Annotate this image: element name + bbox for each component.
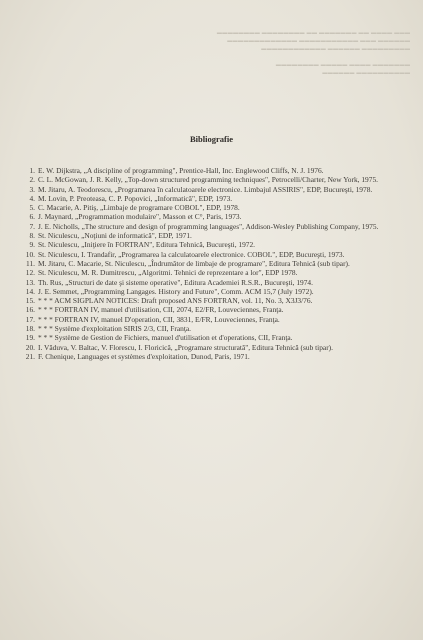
- reference-item: [18, 222, 410, 231]
- reference-text: Th. Rus, „Structuri de date şi sisteme operative", Editura Academiei R.S.R., Bucureşti, 1974.: [38, 277, 313, 287]
- reference-number: 17.: [25, 314, 35, 324]
- reference-text: St. Niculescu, „Noţiuni de informatică", EDP, 1971.: [38, 231, 192, 241]
- reference-number: 8.: [29, 231, 35, 241]
- reference-number: 3.: [29, 184, 35, 194]
- reference-text: J. Maynard, „Programmation modulaire", Masson et C°, Paris, 1973.: [38, 212, 242, 222]
- reference-number: 16.: [25, 305, 35, 315]
- reference-text: E. W. Dijkstra, „A discipline of programming", Prentice-Hall, Inc. Englewood Cliffs, N. J. 1976.: [38, 166, 324, 175]
- reference-number: 2.: [29, 175, 35, 185]
- reference-item: [18, 287, 410, 296]
- reference-text: St. Niculescu, „Iniţiere în FORTRAN", Editura Tehnică, Bucureşti, 1972.: [38, 240, 256, 250]
- reference-number: 20.: [25, 342, 35, 352]
- reference-number: 1.: [29, 166, 35, 175]
- reference-item: [18, 352, 410, 361]
- reference-text: * * * ACM SIGPLAN NOTICES: Draft proposed ANS FORTRAN, vol. 11, No. 3, X3J3/76.: [38, 296, 313, 306]
- reference-item: [18, 203, 410, 212]
- reference-text: M. Jitaru, A. Teodorescu, „Programarea în calculatoarele electronice. Limbajul ASSIRIS", EDP, Bucureşti, 1978.: [38, 184, 373, 194]
- reference-item: [18, 240, 410, 249]
- reference-text: J. E. Nicholls, „The structure and design of programming languages", Addison-Wesley Publishing Company, 1975.: [38, 221, 379, 231]
- reference-number: 19.: [25, 333, 35, 343]
- reference-text: M. Lovin, P. Preoteasa, C. P. Popovici, „Informatică", EDP, 1973.: [38, 193, 233, 203]
- reference-text: M. Jitaru, C. Macarie, St. Niculescu, „Îndrumător de limbaje de programare", Editura Tehnică (sub tipar).: [38, 258, 350, 268]
- reference-number: 7.: [29, 221, 35, 231]
- reference-number: 18.: [25, 324, 35, 334]
- reference-number: 10.: [25, 249, 35, 259]
- reference-item: [18, 315, 410, 324]
- reference-number: 9.: [29, 240, 35, 250]
- reference-text: * * * FORTRAN IV, manuel d'utilisation, CII, 2074, E2/FR, Louveciennes, Franţa.: [38, 305, 284, 315]
- reference-number: 4.: [29, 193, 35, 203]
- reference-text: St. Niculescu, M. R. Dumitrescu, „Algoritmi. Tehnici de reprezentare a lor", EDP 1978.: [38, 268, 298, 278]
- reference-item: [18, 166, 410, 175]
- bibliography-heading: Bibliografie: [190, 134, 233, 144]
- reference-item: [18, 250, 410, 259]
- reference-item: [18, 212, 410, 221]
- reference-text: * * * FORTRAN IV, manuel D'operation, CII, 3831, E/FR, Louveciennes, Franţa.: [38, 314, 280, 324]
- reference-item: [18, 175, 410, 184]
- reference-text: C. Macarie, A. Pitiş, „Limbaje de programare COBOL", EDP, 1978.: [38, 203, 240, 213]
- reference-item: [18, 194, 410, 203]
- reference-number: 11.: [26, 258, 35, 268]
- reference-item: [18, 278, 410, 287]
- reference-list: [18, 166, 410, 361]
- reference-number: 12.: [25, 268, 35, 278]
- show-through-text: ▬▬▬ ▬▬▬▬ ▬▬ ▬▬▬▬▬▬▬ ▬▬ ▬▬▬▬▬▬▬▬ ▬▬▬▬▬▬▬▬ ▬▬▬▬▬▬ ▬▬▬ ▬▬▬▬▬▬▬▬▬▬▬ ▬▬▬▬▬▬▬▬▬▬▬▬▬ ▬▬▬▬▬▬▬▬▬ ▬▬▬▬▬▬ ▬▬▬▬▬▬▬▬▬▬▬▬ ▬▬▬▬▬▬▬ ▬▬▬▬ ▬▬▬▬▬ ▬▬▬▬▬▬▬▬ ▬▬▬▬▬▬▬▬▬▬ ▬▬▬▬▬▬: [216, 31, 410, 76]
- reference-text: F. Chenique, Languages et systèmes d'exploitation, Dunod, Paris, 1971.: [38, 351, 250, 361]
- reference-number: 5.: [29, 203, 35, 213]
- reference-item: [18, 343, 410, 352]
- reference-text: St. Niculescu, I. Trandafir, „Programarea la calculatoarele electronice. COBOL", EDP, Bucureşti, 1973.: [38, 249, 345, 259]
- reference-number: 6.: [29, 212, 35, 222]
- reference-item: [18, 333, 410, 342]
- reference-item: [18, 231, 410, 240]
- reference-item: [18, 268, 410, 277]
- reference-number: 13.: [25, 277, 35, 287]
- reference-text: I. Văduva, V. Baltac, V. Florescu, I. Floricică, „Programare structurată", Editura Tehnică (sub tipar).: [38, 342, 333, 352]
- reference-item: [18, 305, 410, 314]
- reference-item: [18, 296, 410, 305]
- reference-number: 21.: [25, 351, 35, 361]
- reference-number: 14.: [25, 286, 35, 296]
- reference-text: * * * Système d'exploitation SIRIS 2/3, CII, Franţa.: [38, 324, 192, 334]
- reference-number: 15.: [25, 296, 35, 306]
- reference-text: * * * Système de Gestion de Fichiers, manuel d'utilisation et d'operations, CII, Franţa.: [38, 333, 293, 343]
- reference-item: [18, 324, 410, 333]
- reference-item: [18, 185, 410, 194]
- reference-text: J. E. Semmet, „Programming Langages. History and Future", Comm. ACM 15,7 (July 1972).: [38, 286, 314, 296]
- reference-text: C. L. McGowan, J. R. Kelly, „Top-down structured programming techniques", Petrocelli/Charter, New York, 1975.: [38, 175, 378, 185]
- reference-item: [18, 259, 410, 268]
